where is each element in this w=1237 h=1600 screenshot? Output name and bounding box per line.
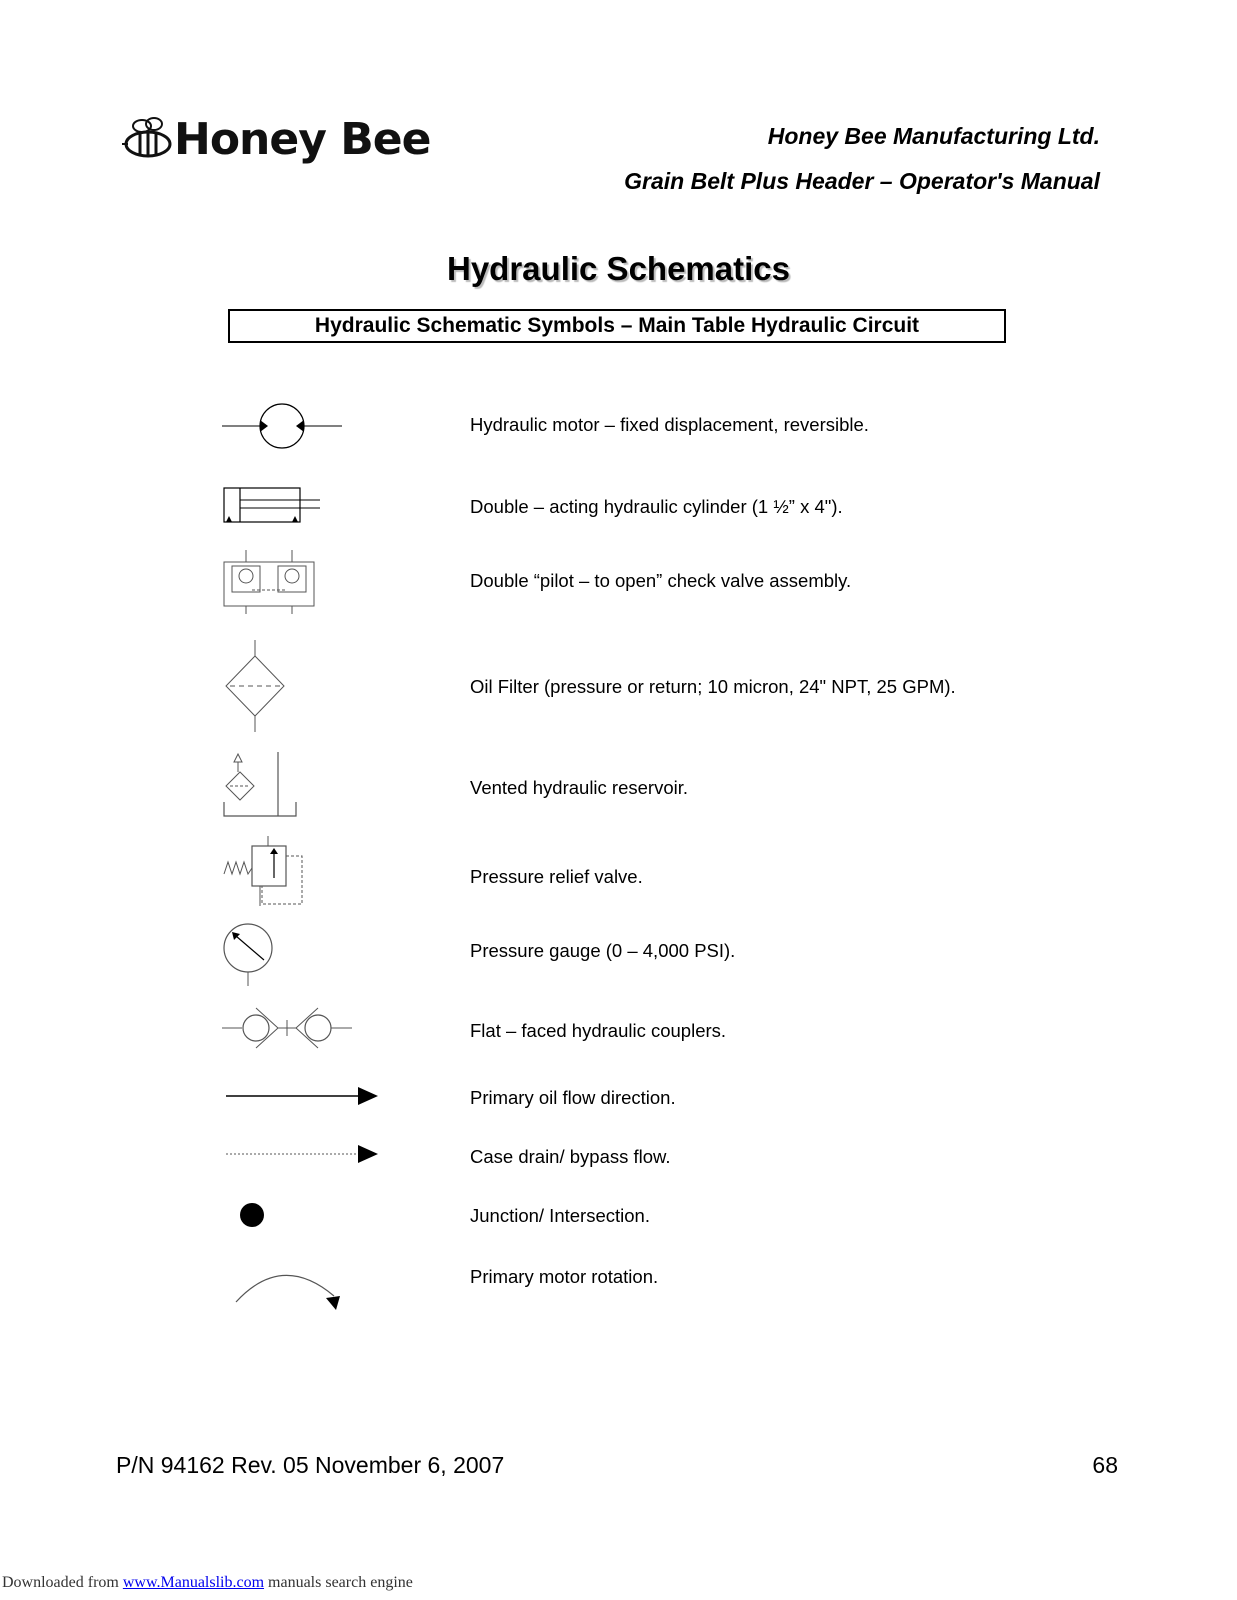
drain-flow-arrow-icon: [222, 1142, 382, 1166]
primary-flow-arrow-icon: [222, 1084, 382, 1108]
oil-filter-icon: [222, 640, 288, 732]
page-title: Hydraulic Schematics: [447, 250, 790, 287]
relief-valve-icon: [222, 836, 312, 910]
logo-text: Honey Bee: [174, 114, 431, 165]
part-number: P/N 94162 Rev. 05 November 6, 2007: [116, 1452, 505, 1478]
company-name: Honey Bee Manufacturing Ltd.: [767, 123, 1100, 149]
symbol-label: Hydraulic motor – fixed displacement, reversible.: [470, 414, 869, 435]
download-note: [2, 1574, 413, 1592]
symbol-label: Case drain/ bypass flow.: [470, 1146, 671, 1167]
manual-title: Grain Belt Plus Header – Operator's Manual: [624, 168, 1100, 194]
symbol-label: Junction/ Intersection.: [470, 1205, 650, 1226]
symbol-label: Double “pilot – to open” check valve assembly.: [470, 570, 852, 591]
junction-dot-icon: [222, 1200, 282, 1230]
check-valve-icon: [222, 550, 322, 614]
symbol-label: Pressure gauge (0 – 4,000 PSI).: [470, 940, 736, 961]
symbol-label: Flat – faced hydraulic couplers.: [470, 1020, 727, 1041]
download-prefix: Downloaded from: [2, 1574, 123, 1591]
bee-icon: [118, 112, 178, 168]
manualslib-link[interactable]: www.Manualslib.com: [122, 1574, 265, 1591]
page-number: 68: [1092, 1452, 1118, 1478]
table-title: Hydraulic Schematic Symbols – Main Table Hydraulic Circuit: [228, 309, 1006, 343]
hydraulic-cylinder-icon: [222, 484, 332, 526]
download-suffix: manuals search engine: [264, 1574, 413, 1591]
company-logo: [118, 112, 431, 170]
symbol-label: Pressure relief valve.: [470, 866, 643, 887]
symbol-label: Primary oil flow direction.: [470, 1087, 676, 1108]
vented-reservoir-icon: [222, 752, 302, 822]
coupler-icon: [222, 1004, 362, 1052]
symbol-label: Oil Filter (pressure or return; 10 micron, 24" NPT, 25 GPM).: [470, 676, 956, 697]
pressure-gauge-icon: [222, 922, 282, 986]
motor-rotation-icon: [222, 1262, 352, 1312]
symbol-label: Double – acting hydraulic cylinder (1 ½” x 4").: [470, 496, 843, 517]
symbol-label: Primary motor rotation.: [470, 1266, 659, 1287]
hydraulic-motor-icon: [222, 400, 352, 452]
symbol-label: Vented hydraulic reservoir.: [470, 777, 689, 798]
